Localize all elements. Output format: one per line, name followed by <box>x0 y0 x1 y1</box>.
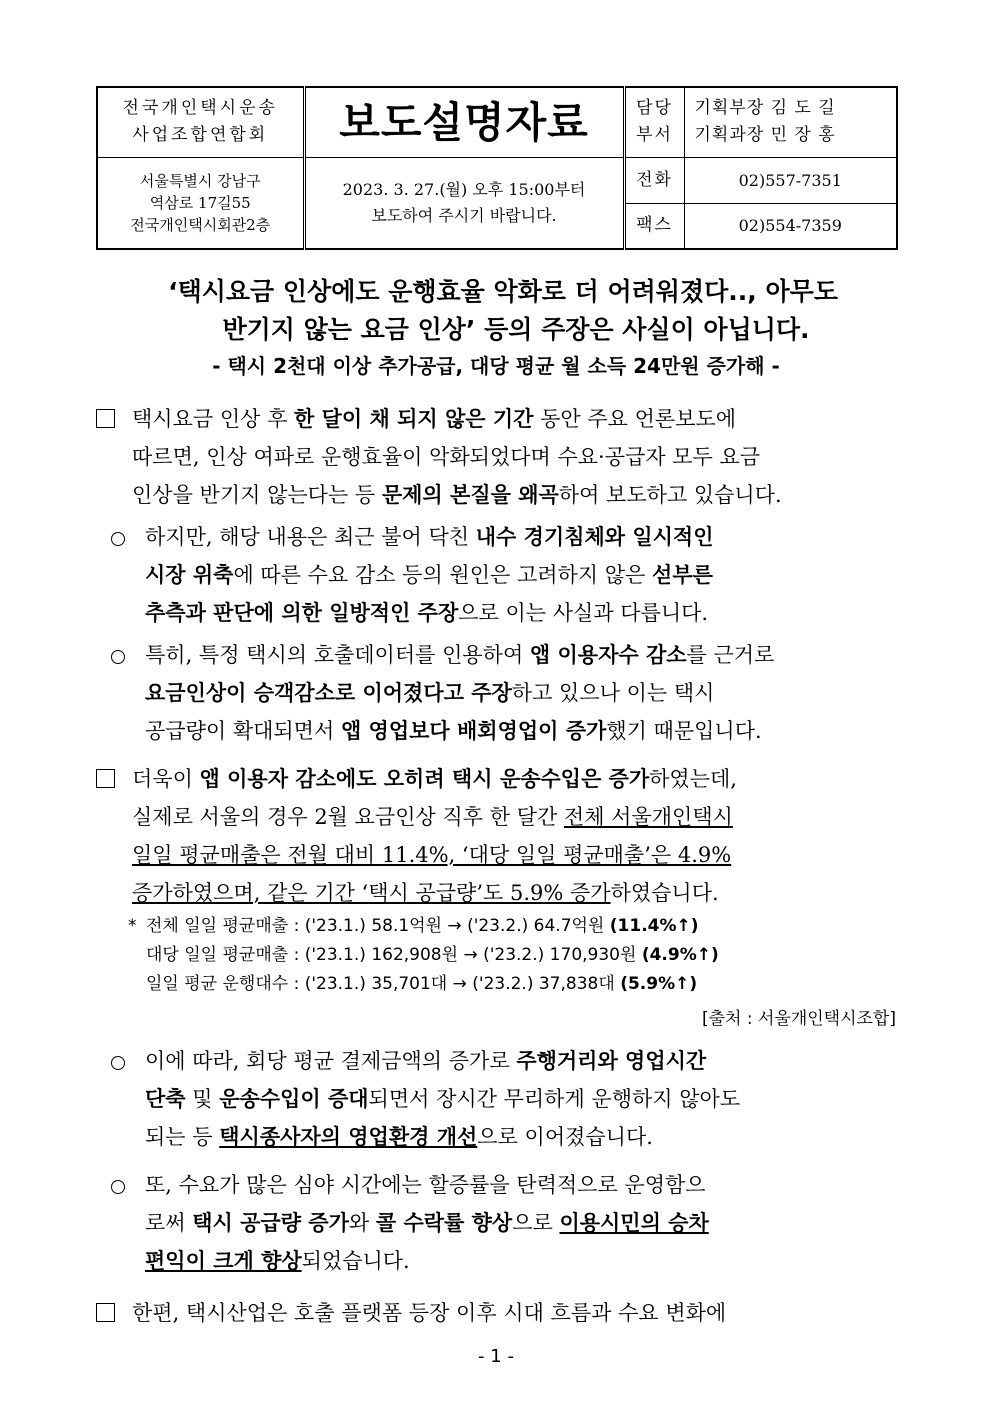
paragraph-1: 택시요금 인상 후 한 달이 채 되지 않은 기간 동안 주요 언론보도에 따르면, 인상 여파로 운행효율이 악화되었다며 수요·공급자 모두 요금 인상을 반기지 않는다는 등 문제의 본질을 왜곡하여 보도하고 있습니다. <box>132 406 782 507</box>
circle-bullet-icon <box>111 1056 125 1070</box>
circle-bullet <box>111 1044 125 1082</box>
circle-bullet <box>111 1168 125 1206</box>
circle-bullet-icon <box>111 532 125 546</box>
paragraph-3: 특히, 특정 택시의 호출데이터를 인용하여 앱 이용자수 감소를 근거로 요금인상이 승객감소로 이어졌다고 주장하고 있으나 이는 택시 공급량이 확대되면서 앱 영업보다 배회영업이 증가했기 때문입니다. <box>145 642 775 743</box>
fax-number: 02)554-7359 <box>684 203 897 249</box>
fax-label: 팩스 <box>624 203 684 249</box>
headline-line-1: ‘택시요금 인상에도 운행효율 악화로 더 어려워졌다.., 아무도 <box>168 277 838 306</box>
phone-label: 전화 <box>624 157 684 203</box>
paragraph-7: 한편, 택시산업은 호출 플랫폼 등장 이후 시대 흐름과 수요 변화에 <box>132 1301 727 1325</box>
release-time: 2023. 3. 27.(월) 오후 15:00부터 보도하여 주시기 바랍니다. <box>304 157 624 249</box>
subtitle: - 택시 2천대 이상 추가공급, 대당 평균 월 소득 24만원 증가해 - <box>212 354 780 378</box>
checkbox-square-icon <box>96 409 115 428</box>
contact-persons: 기획부장 김 도 길 기획과장 민 장 홍 <box>684 87 897 157</box>
paragraph-2: 하지만, 해당 내용은 최근 불어 닥친 내수 경기침체와 일시적인 시장 위축에 따른 수요 감소 등의 원인은 고려하지 않은 섣부른 추측과 판단에 의한 일방적인 주장으로 이는 사실과 다릅니다. <box>145 524 714 625</box>
headline-line-2: 반기지 않는 요금 인상’ 등의 주장은 사실이 아닙니다. <box>222 315 810 344</box>
phone-number: 02)557-7351 <box>684 157 897 203</box>
square-bullet <box>96 402 115 440</box>
page-number: - 1 - <box>478 1346 514 1367</box>
data-source: [출처 : 서울개인택시조합] <box>701 1009 896 1029</box>
paragraph-4: 더욱이 앱 이용자 감소에도 오히려 택시 운송수입은 증가하였는데, 실제로 서울의 경우 2월 요금인상 직후 한 달간 전체 서울개인택시 일일 평균매출은 전월 대비 11.4%, ‘대당 일일 평균매출’은 4.9% 증가하였으며, 같은 기간 ‘택시 공급량’도 5.9% 증가하였습니다. <box>132 766 737 905</box>
checkbox-square-icon <box>96 769 115 788</box>
circle-bullet <box>111 520 125 558</box>
organization-address: 서울특별시 강남구 역삼로 17길55 전국개인택시회관2층 <box>97 157 304 249</box>
department-label: 담당 부서 <box>624 87 684 157</box>
organization-name: 전국개인택시운송 사업조합연합회 <box>97 87 304 157</box>
paragraph-6: 또, 수요가 많은 심야 시간에는 할증률을 탄력적으로 운영함으 로써 택시 공급량 증가와 콜 수락률 향상으로 이용시민의 승차 편익이 크게 향상되었습니다. <box>145 1173 709 1273</box>
square-bullet <box>96 1296 115 1334</box>
paragraph-5: 이에 따라, 회당 평균 결제금액의 증가로 주행거리와 영업시간 단축 및 운송수입이 증대되면서 장시간 무리하게 운행하지 않아도 되는 등 택시종사자의 영업환경 개선으로 이어졌습니다. <box>145 1048 741 1149</box>
document-type-title: 보도설명자료 <box>304 87 624 157</box>
header-table <box>96 86 898 250</box>
statistics-note: * 전체 일일 평균매출 : ('23.1.) 58.1억원 → ('23.2.) 64.7억원 (11.4%↑) 대당 일일 평균매출 : ('23.1.) 162,908원 → ('23.2.) 170,930원 (4.9%↑) 일일 평균 운행대수 : ('23.1.) 35,701대 → ('23.2.) 37,838대 (5.9%↑) <box>128 916 719 994</box>
square-bullet <box>96 762 115 800</box>
circle-bullet-icon <box>111 650 125 664</box>
circle-bullet <box>111 638 125 676</box>
checkbox-square-icon <box>96 1303 115 1322</box>
circle-bullet-icon <box>111 1180 125 1194</box>
